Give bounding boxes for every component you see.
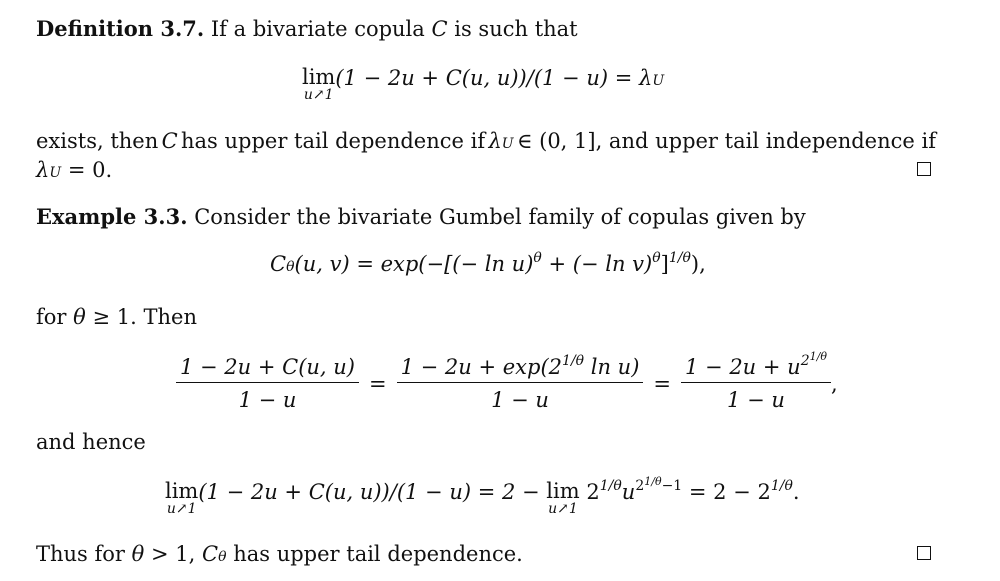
lambda-sub-2: U	[49, 165, 62, 181]
fraction-3-den: 1 − u	[727, 388, 785, 412]
example-line	[36, 204, 806, 229]
fraction-2-den: 1 − u	[491, 388, 549, 412]
final-u: u	[621, 480, 636, 504]
example-intro: Consider the bivariate Gumbel family of copulas given by	[194, 205, 806, 229]
definition-var: C	[431, 17, 448, 41]
theta-cond: ≥ 1.	[92, 305, 137, 329]
lambda-symbol-2: λ	[36, 158, 50, 182]
final-exp-2-tail: −1	[661, 478, 683, 494]
final-end: .	[792, 480, 800, 504]
gumbel-sub: θ	[286, 259, 295, 275]
final-exp-2-base: 2	[635, 478, 645, 494]
lambda-symbol: λ	[639, 66, 653, 90]
qed-box-definition	[917, 162, 931, 176]
example-label: Example 3.3.	[36, 204, 188, 229]
gumbel-bracket: ]	[660, 252, 669, 276]
lambda-zero-line	[36, 158, 112, 182]
final-exp-3: 1/θ	[770, 478, 793, 494]
gumbel-rhs: (u, v) = exp(−[(− ln u)	[294, 252, 534, 276]
for-text: for	[36, 305, 67, 329]
exists-end: has upper tail dependence if	[180, 129, 486, 153]
thus-text: Thus for	[36, 542, 125, 566]
gumbel-equation	[270, 252, 706, 276]
fraction-3-num: $1 - 2u + u^{21/\theta}$	[681, 355, 831, 383]
final-lim-2: lim u↗1	[546, 479, 580, 518]
lambda-zero-text: = 0.	[67, 158, 113, 182]
eq-sign-2: =	[653, 371, 672, 396]
final-lhs: (1 − 2u + C(u, u))/(1 − u) = 2 −	[198, 480, 540, 504]
fraction-1	[176, 355, 359, 412]
definition-intro: If a bivariate copula	[210, 17, 425, 41]
final-exp-2-top: 1/θ	[644, 475, 662, 488]
theta-symbol: θ	[73, 305, 86, 329]
final-equation	[165, 475, 800, 518]
limit-operator	[302, 66, 335, 103]
cond-text: ∈ (0, 1], and upper tail independence if	[516, 129, 936, 153]
exists-var: C	[161, 129, 178, 153]
fraction-2	[397, 355, 644, 412]
fraction-1-num: 1 − 2u + C(u, u)	[176, 355, 359, 383]
fraction-1-den: 1 − u	[238, 388, 297, 412]
qed-box-example	[917, 546, 931, 560]
fraction-2-num: $1 - 2u + \exp(2^{1/\theta}$ ln u)	[397, 355, 644, 383]
eq-sign-1: =	[369, 371, 387, 396]
for-theta-line	[36, 305, 197, 329]
gumbel-mid: + (− ln v)	[541, 252, 653, 276]
lim-subscript: u↗1	[303, 87, 334, 104]
final-exp-1: 1/θ	[599, 478, 622, 494]
lambda-sub: U	[652, 73, 665, 89]
thus-c-sub: θ	[218, 549, 227, 565]
lim-text: lim	[302, 65, 336, 89]
limit-body: (1 − 2u + C(u, u))/(1 − u) =	[335, 66, 633, 90]
limit-equation	[302, 66, 664, 103]
final-eq: = 2 − 2	[682, 480, 771, 504]
thus-cond: > 1,	[151, 542, 196, 566]
and-hence-text: and hence	[36, 430, 146, 454]
then-text: Then	[143, 305, 197, 329]
gumbel-outer-exp: 1/θ	[668, 250, 691, 266]
definition-intro-end: is such that	[454, 17, 578, 41]
gumbel-exp-2: θ	[652, 250, 661, 266]
fraction-3	[681, 350, 831, 412]
gumbel-c: C	[270, 252, 287, 276]
thus-theta: θ	[131, 542, 145, 566]
thus-c: C	[202, 542, 219, 566]
exists-line	[36, 129, 936, 153]
exists-text: exists, then	[36, 129, 159, 153]
gumbel-exp-1: θ	[533, 250, 542, 266]
fraction-equation	[176, 350, 838, 412]
definition-line	[36, 16, 578, 41]
thus-end: has upper tail dependence.	[233, 542, 523, 566]
final-lim-1: lim u↗1	[165, 479, 199, 518]
thus-line	[36, 542, 523, 566]
fraction-comma: ,	[830, 371, 838, 396]
lambda-inline: λU	[488, 129, 514, 153]
definition-label: Definition 3.7.	[36, 16, 205, 41]
and-hence-line	[36, 430, 146, 454]
final-base: 2	[586, 480, 600, 504]
gumbel-close: ),	[690, 252, 706, 276]
